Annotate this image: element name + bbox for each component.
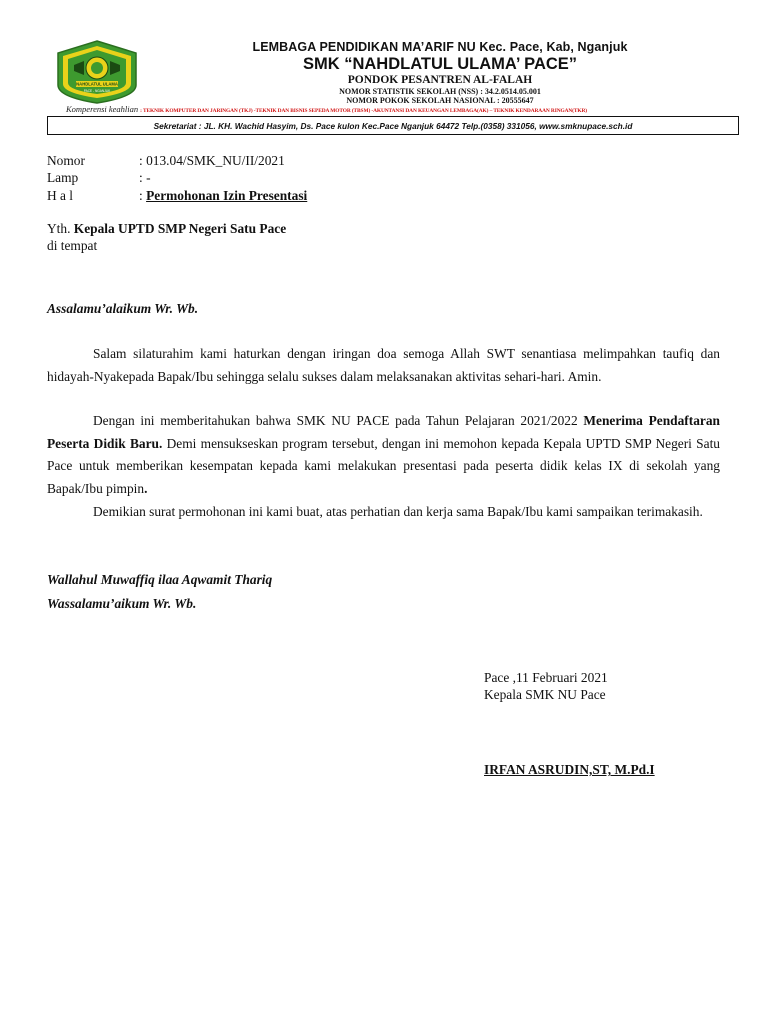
logo-subtext: PACE - NGANJUK — [83, 89, 111, 93]
hal-label: H a l — [47, 188, 74, 203]
paragraph-1 — [47, 343, 720, 388]
lamp-value: : - — [139, 170, 151, 185]
address-box: Sekretariat : JL. KH. Wachid Hasyim, Ds. Pace kulon Kec.Pace Nganjuk 64472 Telp.(0358) 331056, www.smknupace.sch.id — [47, 116, 739, 135]
paragraph-2 — [47, 410, 720, 500]
school-logo — [54, 39, 140, 105]
letterhead-pesantren: PONDOK PESANTREN AL-FALAH — [347, 74, 533, 86]
logo-text: NAHDLATUL ULAMA — [76, 81, 118, 87]
closing-1: Wallahul Muwaffiq ilaa Aqwamit Thariq — [47, 572, 273, 587]
paragraph-2-end: . — [144, 480, 148, 496]
kompetensi-list: : TEKNIK KOMPUTER DAN JARINGAN (TKJ) -TEKNIK DAN BISNIS SEPEDA MOTOR (TBSM) -AKUNTANSI DAN KEUANGAN LEMBAGA(AK) – TEKNIK KENDARAAN RINGAN(TKR) — [140, 108, 587, 114]
letterhead-nss: NOMOR STATISTIK SEKOLAH (NSS) : 34.2.0514.05.001 — [339, 87, 541, 96]
nomor-value: : 013.04/SMK_NU/II/2021 — [139, 153, 285, 168]
paragraph-2-text-b: Demi mensukseskan program tersebut, dengan ini memohon kepada Kepala UPTD SMP Negeri Satu Pace untuk memberikan kesempatan kepada kami melakukan presentasi pada peserta didik kelas IX di sekolah yang Bapak/Ibu pimpin — [47, 435, 720, 496]
letterhead-npsn: NOMOR POKOK SEKOLAH NASIONAL : 20555647 — [346, 96, 534, 105]
signature-date: Pace ,11 Februari 2021 — [484, 670, 608, 685]
kompetensi-label: Komperensi keahlian — [66, 104, 139, 114]
closing-2: Wassalamu’aikum Wr. Wb. — [47, 596, 197, 611]
hal-line — [139, 187, 307, 204]
hal-value: Permohonan Izin Presentasi — [146, 188, 308, 203]
recipient-line — [47, 220, 286, 237]
paragraph-2-text-a: Dengan ini memberitahukan bahwa SMK NU PACE pada Tahun Pelajaran 2021/2022 — [93, 413, 584, 428]
signature-name: IRFAN ASRUDIN,ST, M.Pd.I — [484, 762, 655, 777]
hal-prefix: : — [139, 188, 147, 203]
lamp-label: Lamp — [47, 170, 79, 185]
nomor-label: Nomor — [47, 153, 85, 168]
signature-title: Kepala SMK NU Pace — [484, 687, 606, 702]
paragraph-3-text: Demikian surat permohonan ini kami buat, atas perhatian dan kerja sama Bapak/Ibu kami sampaikan terimakasih. — [93, 504, 703, 519]
letterhead-school-name: SMK “NAHDLATUL ULAMA’ PACE” — [302, 55, 578, 73]
greeting: Assalamu’alaikum Wr. Wb. — [47, 301, 199, 316]
paragraph-3 — [47, 501, 720, 524]
recipient-prefix: Yth. — [47, 221, 74, 236]
kompetensi-line — [66, 104, 746, 116]
paragraph-2-bold: Menerima Pendaftaran Peserta Didik Baru. — [47, 413, 720, 451]
recipient-place: di tempat — [47, 238, 98, 253]
paragraph-1-text: Salam silaturahim kami haturkan dengan iringan doa semoga Allah SWT senantiasa melimpahkan taufiq dan hidayah-Nyakepada Bapak/Ibu sehingga selalu sukses dalam melaksanakan aktivitas sehari-hari. Amin. — [47, 346, 720, 384]
recipient-name: Kepala UPTD SMP Negeri Satu Pace — [73, 221, 287, 236]
letterhead-institution: LEMBAGA PENDIDIKAN MA’ARIF NU Kec. Pace, Kab, Nganjuk — [252, 40, 628, 54]
